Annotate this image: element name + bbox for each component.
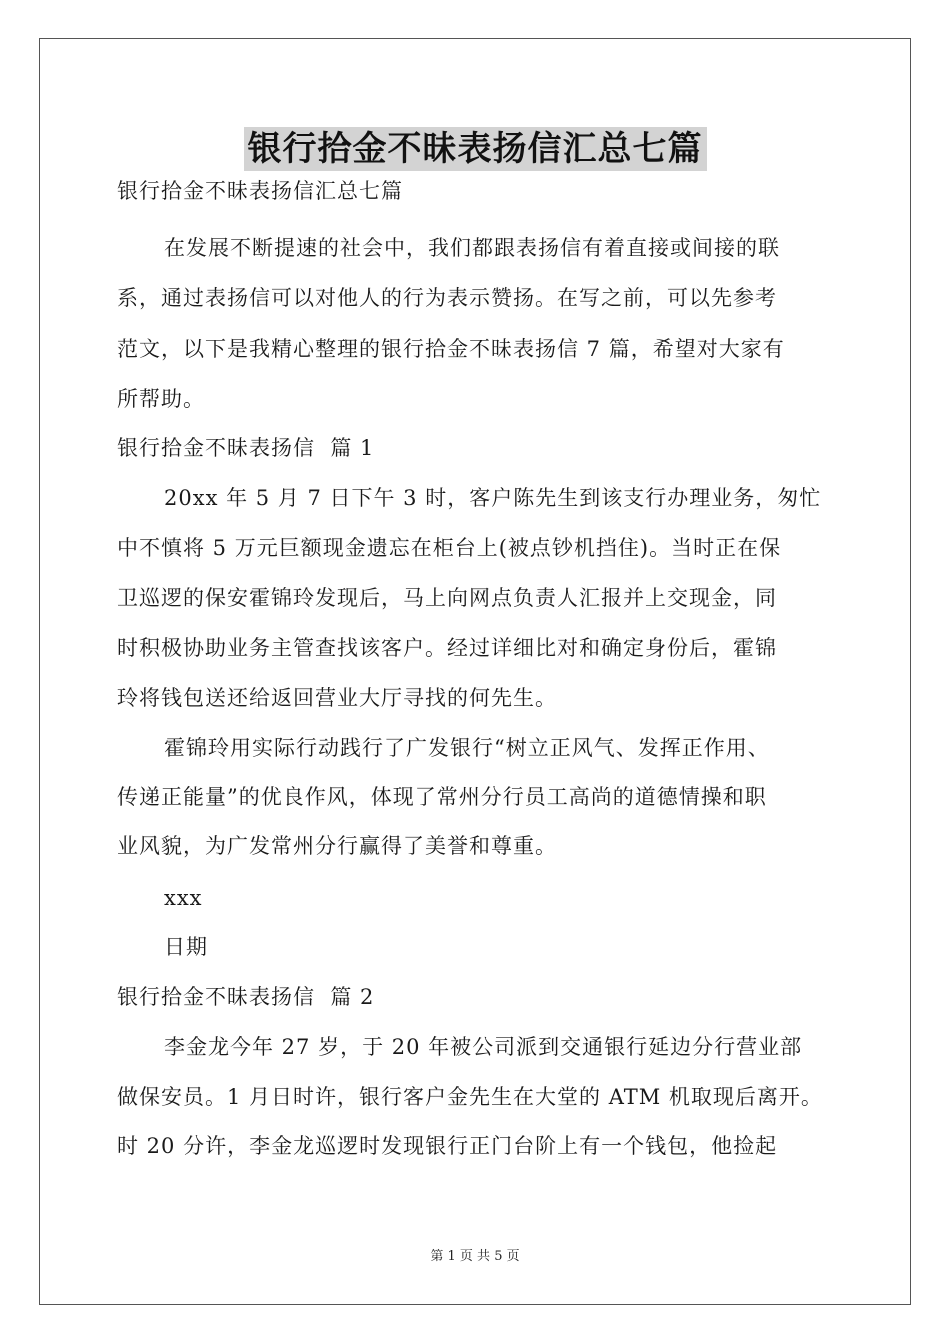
date-line: 日期: [164, 935, 208, 959]
paragraph-line: 传递正能量”的优良作风，体现了常州分行员工高尚的道德情操和职: [117, 785, 767, 809]
paragraph-line: 李金龙今年 27 岁，于 20 年被公司派到交通银行延边分行营业部: [164, 1035, 803, 1059]
paragraph-line: 玲将钱包送还给返回营业大厅寻找的何先生。: [117, 686, 557, 710]
paragraph-line: 业风貌，为广发常州分行赢得了美誉和尊重。: [117, 834, 557, 858]
page-footer: 第 1 页 共 5 页: [430, 1249, 520, 1264]
signature-line: xxx: [164, 886, 203, 910]
section-heading: 银行拾金不昧表扬信 篇 2: [117, 985, 375, 1009]
section-heading: 银行拾金不昧表扬信 篇 1: [117, 436, 375, 460]
paragraph-line: 范文，以下是我精心整理的银行拾金不昧表扬信 7 篇，希望对大家有: [117, 337, 785, 361]
title-container: [0, 127, 950, 171]
paragraph-line: 时积极协助业务主管查找该客户。经过详细比对和确定身份后，霍锦: [117, 636, 777, 660]
paragraph-line: 霍锦玲用实际行动践行了广发银行“树立正风气、发挥正作用、: [164, 736, 770, 760]
subtitle-line: 银行拾金不昧表扬信汇总七篇: [117, 179, 403, 203]
paragraph-line: 在发展不断提速的社会中，我们都跟表扬信有着直接或间接的联: [164, 236, 780, 260]
document-title: 银行拾金不昧表扬信汇总七篇: [244, 127, 707, 171]
paragraph-line: 20xx 年 5 月 7 日下午 3 时，客户陈先生到该支行办理业务，匆忙: [164, 486, 822, 510]
paragraph-line: 系，通过表扬信可以对他人的行为表示赞扬。在写之前，可以先参考: [117, 286, 777, 310]
paragraph-line: 中不慎将 5 万元巨额现金遗忘在柜台上(被点钞机挡住)。当时正在保: [117, 536, 782, 560]
paragraph-line: 卫巡逻的保安霍锦玲发现后，马上向网点负责人汇报并上交现金，同: [117, 586, 777, 610]
paragraph-line: 时 20 分许，李金龙巡逻时发现银行正门台阶上有一个钱包，他捡起: [117, 1134, 778, 1158]
paragraph-line: 所帮助。: [117, 387, 205, 411]
page-border: [39, 38, 911, 1305]
paragraph-line: 做保安员。1 月日时许，银行客户金先生在大堂的 ATM 机取现后离开。: [117, 1085, 823, 1109]
